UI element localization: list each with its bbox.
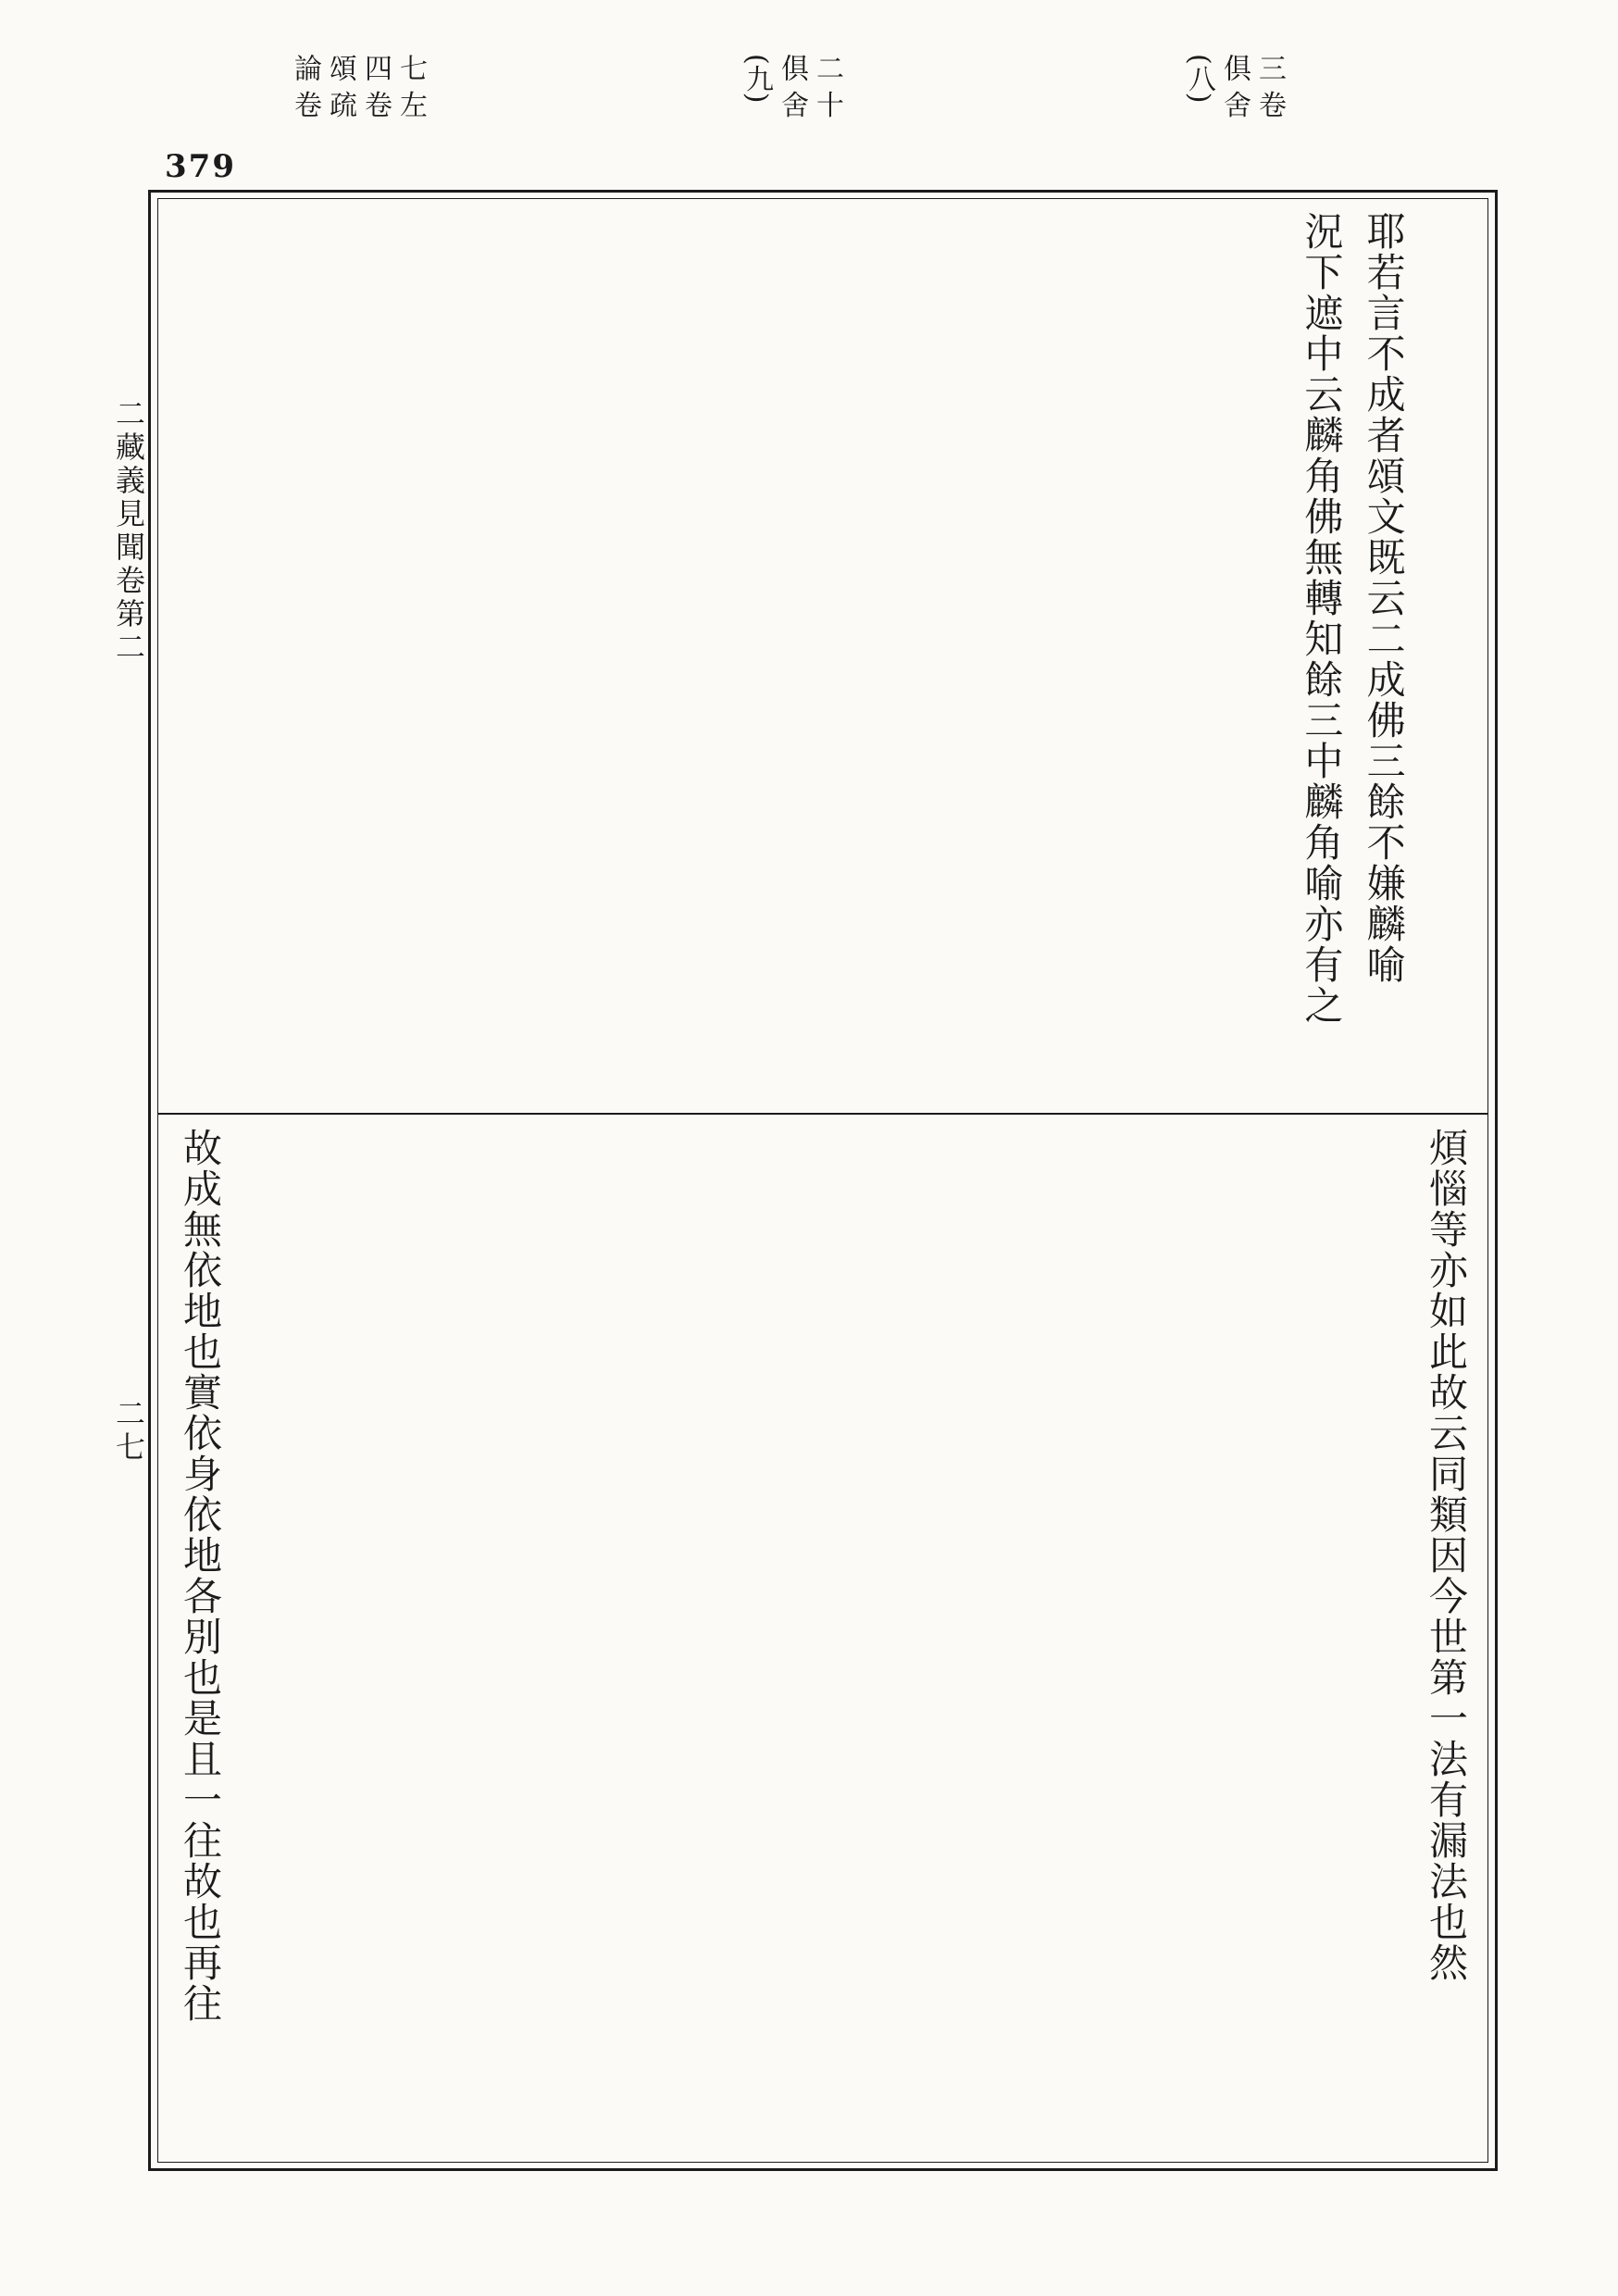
text-column [731,211,790,1100]
text-column [544,211,604,1100]
text-column [668,1128,728,2146]
text-column [1167,211,1226,1100]
text-column [481,1128,541,2146]
text-column [918,1128,977,2146]
header-note: (八) [1183,54,1215,104]
text-column [1291,1128,1350,2146]
page-number: 379 [165,148,236,185]
header-notes-middle [741,54,842,119]
text-column [1104,1128,1164,2146]
panel-divider [157,1113,1488,1115]
text-column [232,1128,292,2146]
text-column [544,1128,604,2146]
text-column [855,211,915,1100]
header-note: 俱 舍 [1218,54,1251,119]
text-column [419,211,479,1100]
header-note: 論 卷 [289,54,321,119]
text-column [606,1128,666,2146]
header-note: (九) [741,54,773,104]
text-column: 況下遮中云麟角佛無轉知餘三中麟角喻亦有之 [1299,211,1345,1026]
margin-title: 二藏義見聞卷第二 [111,398,146,665]
text-column: 煩惱等亦如此故云同類因今世第一法有漏法也然 [1423,1128,1469,1983]
text-column [1042,1128,1101,2146]
text-column [793,1128,853,2146]
header-note: 頌 疏 [324,54,356,119]
text-column [232,211,292,1100]
margin-folio: 二七 [111,1398,146,1465]
lower-text-panel [170,1128,1475,2146]
text-column [1416,211,1475,1100]
text-column [357,1128,417,2146]
header-notes-right [1183,54,1285,119]
text-column [1229,1128,1288,2146]
text-column [1042,211,1101,1100]
text-column [357,211,417,1100]
text-column [1104,211,1164,1100]
text-column [606,211,666,1100]
text-column: 故成無依地也實依身依地各別也是且一往故也再往 [178,1128,223,2024]
text-column [295,1128,355,2146]
text-column [481,211,541,1100]
text-column [170,211,230,1100]
text-column [855,1128,915,2146]
text-column [793,211,853,1100]
header-note: 二 十 [811,54,843,119]
text-column [668,211,728,1100]
text-column: 耶若言不成者頌文既云二成佛三餘不嫌麟喻 [1361,211,1407,985]
header-note: 四 卷 [359,54,392,119]
text-column [295,211,355,1100]
text-column [980,211,1039,1100]
upper-text-panel [170,211,1475,1100]
header-note: 七 左 [394,54,427,119]
header-note: 俱 舍 [776,54,808,119]
text-column [918,211,977,1100]
text-column [1229,211,1288,1100]
text-column [980,1128,1039,2146]
text-column [1167,1128,1226,2146]
text-column [731,1128,790,2146]
text-column [419,1128,479,2146]
header-notes-left [289,54,426,119]
header-note: 三 卷 [1253,54,1286,119]
text-column [1354,1128,1413,2146]
